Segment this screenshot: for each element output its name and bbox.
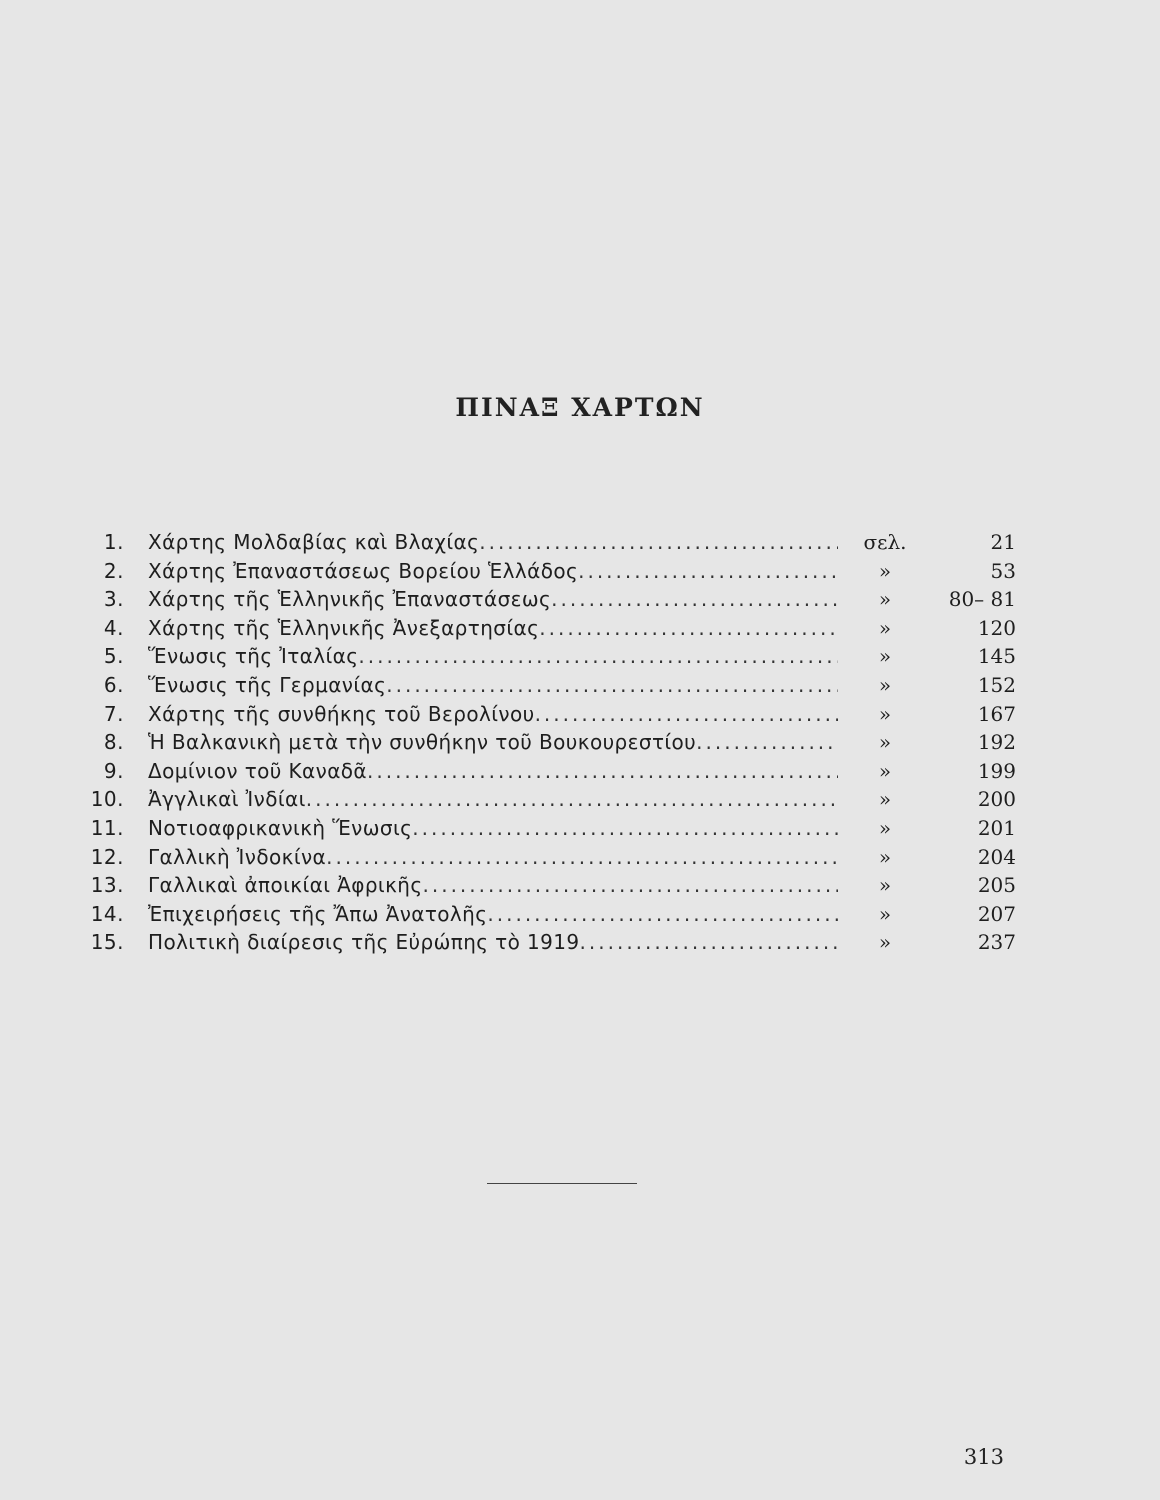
- page-reference-mark: »: [878, 901, 892, 926]
- entry-number: 6.: [103, 672, 124, 697]
- entry-title-cell: [148, 900, 838, 929]
- entry-page: 145: [977, 644, 1016, 669]
- dot-leader: [539, 614, 838, 643]
- page-reference-mark: »: [878, 873, 892, 898]
- entry-page: 201: [977, 815, 1016, 840]
- entry-title: Ἐπιχειρήσεις τῆς Ἄπω Ἀνατολῆς: [148, 901, 488, 926]
- dot-leader: [423, 871, 839, 900]
- dot-leader: [306, 785, 838, 814]
- table-of-maps: [0, 528, 1160, 957]
- dot-leader: [578, 557, 838, 586]
- entry-page: 120: [977, 615, 1016, 640]
- entry-number: 5.: [103, 644, 124, 669]
- toc-entry: [0, 814, 1160, 843]
- entry-title-cell: [148, 843, 838, 872]
- entry-page: 204: [977, 844, 1016, 869]
- entry-title-cell: [148, 785, 838, 814]
- entry-title: Δομίνιον τοῦ Καναδᾶ: [148, 758, 367, 783]
- dot-leader: [487, 900, 838, 929]
- entry-page: 53: [990, 558, 1016, 583]
- page-reference-mark: σελ.: [863, 530, 907, 554]
- entry-number: 14.: [90, 901, 124, 926]
- entry-title-cell: [148, 585, 838, 614]
- toc-entry: [0, 928, 1160, 957]
- entry-title: Ἡ Βαλκανικὴ μετὰ τὴν συνθήκην τοῦ Βουκουρεστίου: [148, 730, 697, 755]
- dot-leader: [696, 728, 838, 757]
- entry-number: 3.: [103, 587, 124, 612]
- dot-leader: [551, 585, 838, 614]
- dot-leader: [479, 528, 838, 557]
- entry-title: Χάρτης τῆς συνθήκης τοῦ Βερολίνου: [148, 701, 535, 726]
- page-reference-mark: »: [878, 844, 892, 869]
- toc-entry: [0, 700, 1160, 729]
- entry-title: Γαλλικαὶ ἀποικίαι Ἀφρικῆς: [148, 873, 423, 898]
- entry-title: Χάρτης τῆς Ἑλληνικῆς Ἀνεξαρτησίας: [148, 615, 540, 640]
- dot-leader: [535, 700, 838, 729]
- toc-entry: [0, 785, 1160, 814]
- toc-entry: [0, 843, 1160, 872]
- entry-title: Ἕνωσις τῆς Ἰταλίας: [148, 644, 359, 669]
- toc-entry: [0, 557, 1160, 586]
- entry-title-cell: [148, 728, 838, 757]
- entry-title: Πολιτικὴ διαίρεσις τῆς Εὐρώπης τὸ 1919: [148, 930, 580, 955]
- entry-number: 8.: [103, 730, 124, 755]
- entry-page: 192: [977, 730, 1016, 755]
- entry-page: 200: [977, 787, 1016, 812]
- entry-page: 21: [990, 530, 1016, 554]
- dot-leader: [326, 843, 838, 872]
- entry-number: 4.: [103, 615, 124, 640]
- toc-entry: [0, 671, 1160, 700]
- entry-page: 199: [977, 758, 1016, 783]
- entry-title-cell: [148, 528, 838, 557]
- entry-number: 9.: [103, 758, 124, 783]
- page-reference-mark: »: [878, 587, 892, 612]
- entry-page: 152: [977, 672, 1016, 697]
- toc-entry: [0, 871, 1160, 900]
- entry-page: 80– 81: [948, 587, 1016, 612]
- entry-number: 2.: [103, 558, 124, 583]
- toc-entry: [0, 757, 1160, 786]
- page-reference-mark: »: [878, 672, 892, 697]
- page-reference-mark: »: [878, 615, 892, 640]
- dot-leader: [367, 757, 838, 786]
- toc-entry: [0, 642, 1160, 671]
- entry-title: Χάρτης Μολδαβίας καὶ Βλαχίας: [148, 530, 480, 554]
- page-number: 313: [963, 1445, 1004, 1469]
- entry-title-cell: [148, 871, 838, 900]
- page-reference-mark: »: [878, 758, 892, 783]
- entry-title: Νοτιοαφρικανικὴ Ἕνωσις: [148, 815, 413, 840]
- toc-entry: [0, 728, 1160, 757]
- page-reference-mark: »: [878, 558, 892, 583]
- entry-page: 237: [977, 930, 1016, 955]
- toc-entry: [0, 585, 1160, 614]
- entry-title-cell: [148, 557, 838, 586]
- page-reference-mark: »: [878, 644, 892, 669]
- entry-title: Χάρτης τῆς Ἑλληνικῆς Ἐπαναστάσεως: [148, 587, 552, 612]
- entry-title-cell: [148, 700, 838, 729]
- toc-entry: [0, 900, 1160, 929]
- dot-leader: [412, 814, 838, 843]
- dot-leader: [580, 928, 838, 957]
- entry-title-cell: [148, 614, 838, 643]
- entry-page: 207: [977, 901, 1016, 926]
- dot-leader: [386, 671, 838, 700]
- entry-title-cell: [148, 814, 838, 843]
- page-reference-mark: »: [878, 730, 892, 755]
- section-divider: [487, 1183, 637, 1184]
- entry-title: Ἀγγλικαὶ Ἰνδίαι: [148, 787, 306, 812]
- page-reference-mark: »: [878, 701, 892, 726]
- toc-entry: [0, 614, 1160, 643]
- entry-number: 7.: [103, 701, 124, 726]
- entry-title: Γαλλικὴ Ἰνδοκίνα: [148, 844, 327, 869]
- page-reference-mark: »: [878, 787, 892, 812]
- entry-page: 205: [977, 873, 1016, 898]
- entry-number: 13.: [90, 873, 124, 898]
- entry-title-cell: [148, 642, 838, 671]
- entry-number: 10.: [90, 787, 124, 812]
- page-reference-mark: »: [878, 815, 892, 840]
- entry-number: 12.: [90, 844, 124, 869]
- entry-title-cell: [148, 671, 838, 700]
- entry-number: 11.: [90, 815, 124, 840]
- entry-title-cell: [148, 757, 838, 786]
- dot-leader: [358, 642, 838, 671]
- page-reference-mark: »: [878, 930, 892, 955]
- entry-title-cell: [148, 928, 838, 957]
- entry-title: Ἕνωσις τῆς Γερμανίας: [148, 672, 387, 697]
- toc-entry: [0, 528, 1160, 557]
- page-title: ΠΙΝΑΞ ΧΑΡΤΩΝ: [455, 393, 705, 422]
- entry-page: 167: [977, 701, 1016, 726]
- entry-title: Χάρτης Ἐπαναστάσεως Βορείου Ἑλλάδος: [148, 558, 579, 583]
- entry-number: 15.: [90, 930, 124, 955]
- entry-number: 1.: [103, 530, 124, 554]
